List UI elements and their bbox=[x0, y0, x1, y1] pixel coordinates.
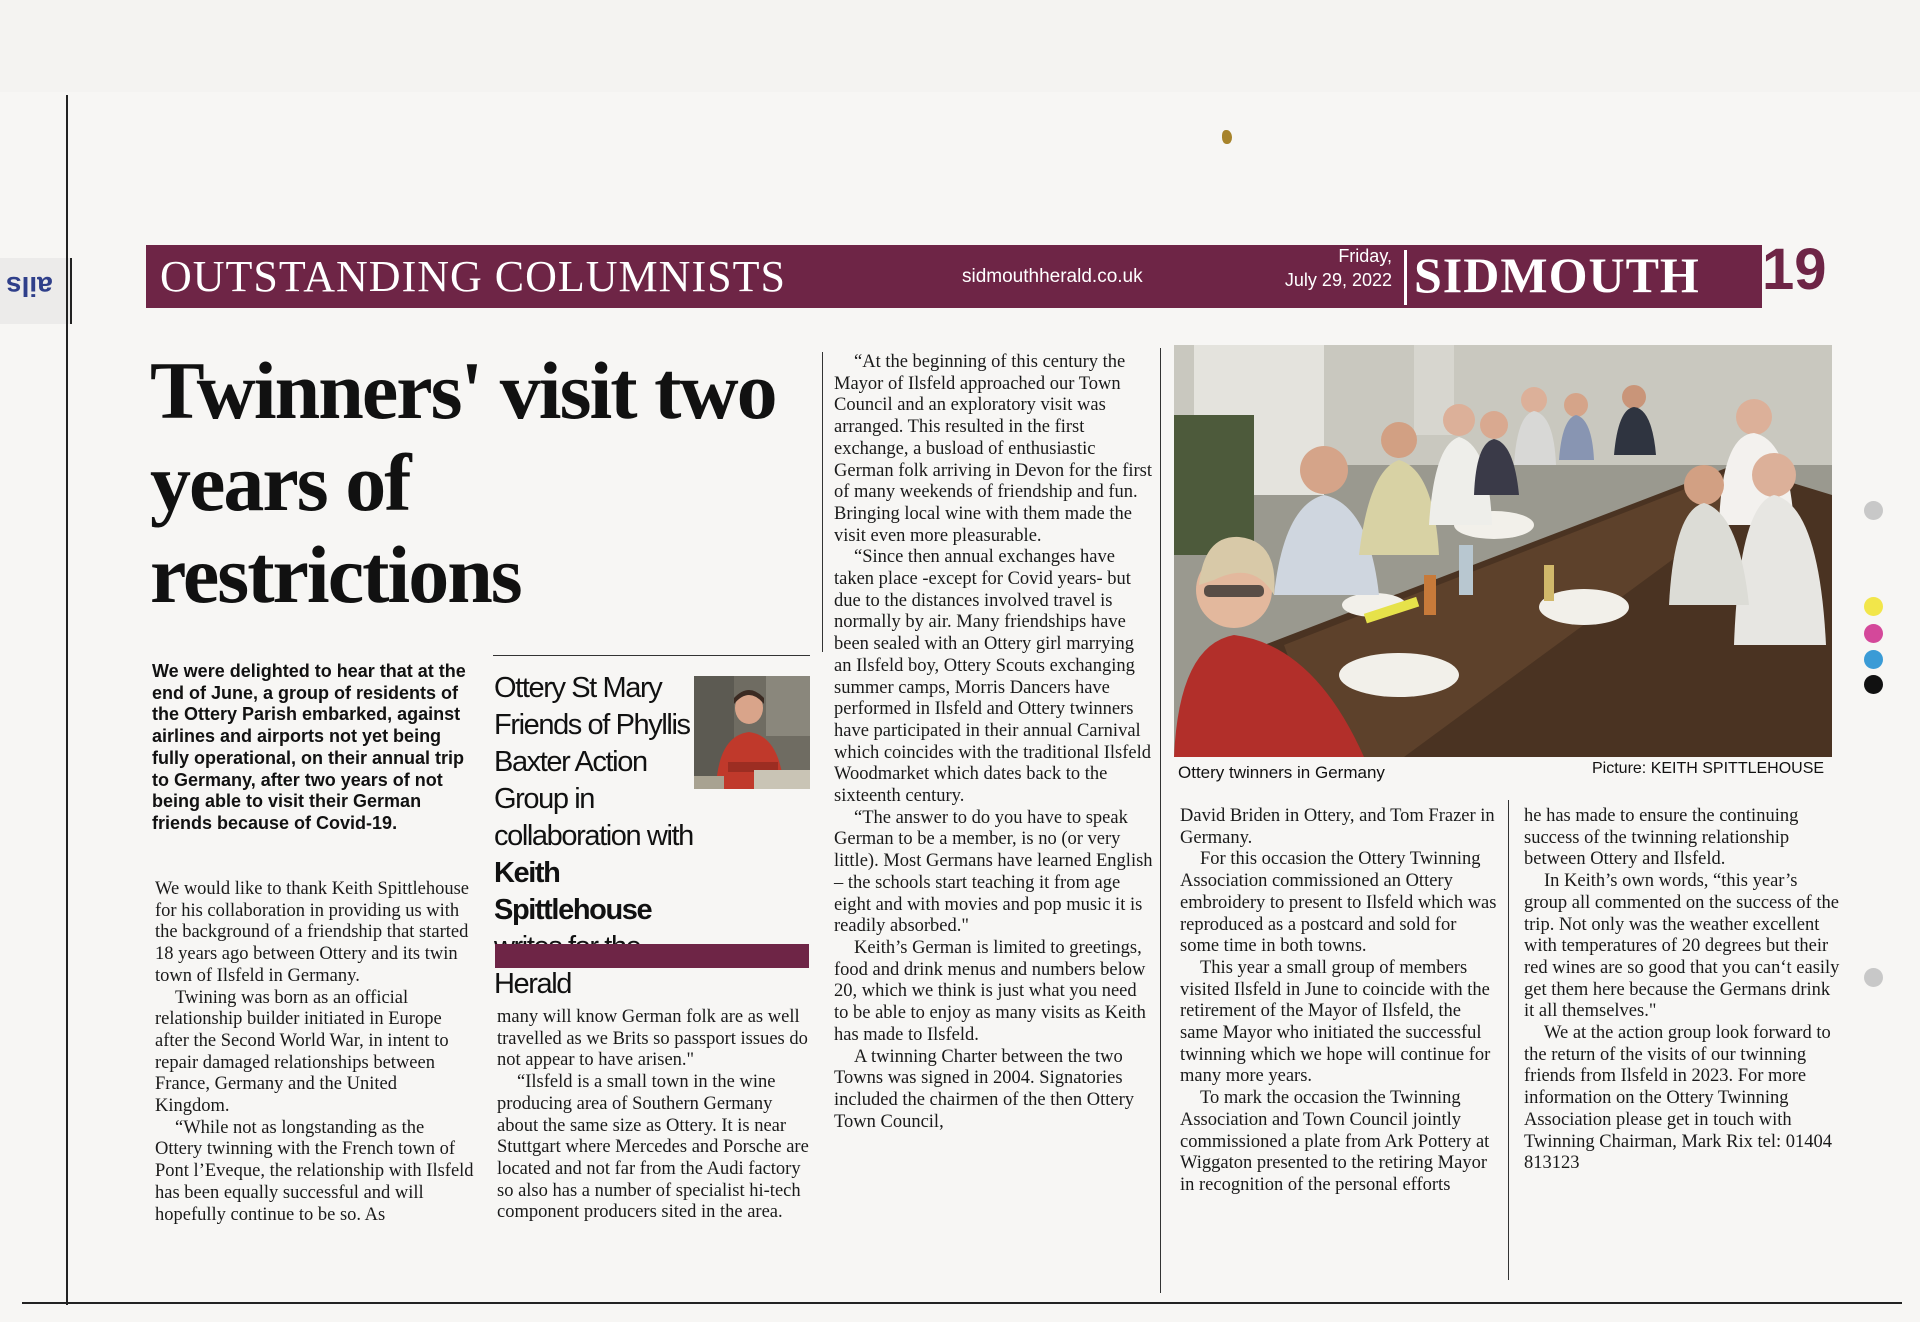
article-column-4 bbox=[1180, 806, 1500, 1197]
scan-background-top bbox=[0, 0, 1920, 92]
columnist-portrait bbox=[694, 676, 810, 789]
print-mark-dot bbox=[1864, 501, 1883, 520]
paragraph: Keith’s German is limited to greetings, food and drink menus and numbers below 20, which we think is just what you need to be able to enjoy as many visits as Keith has made to Ilsfeld. bbox=[834, 937, 1146, 1045]
paragraph: To mark the occasion the Twinning Association and Town Council jointly commissioned a plate from Ark Pottery at Wiggaton presented to the retiring Mayor in recognition of the personal efforts bbox=[1180, 1088, 1490, 1195]
paragraph: he has made to ensure the continuing success of the twinning relationship between Ottery and Ilsfeld. bbox=[1524, 806, 1799, 870]
column-rule bbox=[1508, 800, 1509, 1280]
byline-author: Keith Spittlehouse bbox=[494, 857, 652, 926]
column-rule bbox=[822, 352, 823, 652]
paragraph: David Briden in Ottery, and Tom Frazer in Germany. bbox=[1180, 806, 1495, 848]
paragraph: “Ilsfeld is a small town in the wine producing area of Southern Germany about the same size as Ottery. It is near Stuttgart where Mercedes and Porsche are located and not far from the Audi factory so also has a number of specialist hi-tech component producers sited in the area. bbox=[497, 1072, 809, 1223]
column-rule bbox=[1160, 348, 1161, 1293]
article-column-3 bbox=[834, 352, 1154, 1133]
article-column-5 bbox=[1524, 806, 1844, 1175]
paragraph: Twining was born as an official relationship builder initiated in Europe after the Second World War, in intent to repair damaged relationships between France, Germany and the United Kingdom. bbox=[155, 987, 449, 1117]
print-mark-dot bbox=[1864, 968, 1883, 987]
header-divider bbox=[1404, 250, 1407, 305]
scan-spot bbox=[1222, 130, 1232, 144]
group-photo bbox=[1174, 345, 1832, 757]
byline-color-bar bbox=[495, 944, 809, 968]
article-column-2 bbox=[497, 1007, 817, 1224]
print-mark-dot bbox=[1864, 650, 1883, 669]
page-number: 19 bbox=[1762, 237, 1827, 302]
group-photo-illustration bbox=[1174, 345, 1832, 757]
paragraph: A twinning Charter between the two Towns was signed in 2004. Signatories included the chairmen of the then Ottery Town Council, bbox=[834, 1046, 1135, 1132]
byline-tail: Herald bbox=[494, 968, 572, 1000]
paragraph: This year a small group of members visited Ilsfeld in June to coincide with the retirement of the Mayor of Ilsfeld, the same Mayor who initiated the successful twinning which we hope will continue for many more years. bbox=[1180, 957, 1491, 1087]
website-url: sidmouthherald.co.uk bbox=[962, 266, 1143, 287]
print-mark-dot bbox=[1864, 675, 1883, 694]
paragraph: many will know German folk are as well travelled as we Brits so passport issues do not appear to have arisen." bbox=[497, 1007, 808, 1071]
columnist-photo bbox=[694, 676, 810, 789]
masthead-town: SIDMOUTH bbox=[1414, 247, 1700, 303]
paragraph: We would like to thank Keith Spittlehouse for his collaboration in providing us with the background of a friendship that started 18 years ago between Ottery and its twin town of Ilsfeld in Germany. bbox=[155, 879, 469, 986]
paragraph: We at the action group look forward to the return of the visits of our twinning friends from Ilsfeld in 2023. For more information on the Ottery Twinning Association please get in touch with Twinning Chairman, Mark Rix tel: 01404 813123 bbox=[1524, 1023, 1833, 1174]
paragraph: For this occasion the Ottery Twinning Association commissioned an Ottery embroidery to present to Ilsfeld which was reproduced as a postcard and sold for some time in both towns. bbox=[1180, 849, 1497, 957]
article-headline: Twinners' visit two years of restrictions bbox=[150, 345, 776, 620]
previous-page-fragment: ails bbox=[6, 271, 53, 302]
paragraph: “While not as longstanding as the Ottery twinning with the French town of Pont l’Eveque, the relationship with Ilsfeld has been equally successful and will hopefully continue to be so. As bbox=[155, 1117, 474, 1225]
paragraph: In Keith’s own words, “this year’s group all commented on the success of the trip. Not only was the weather excellent with temperatures of 20 degrees but their red wines are so good that you can‘t easily get them here because the Germans drink it all themselves." bbox=[1524, 871, 1840, 1022]
photo-credit: Picture: KEITH SPITTLEHOUSE bbox=[1592, 760, 1825, 777]
page-edge-line bbox=[66, 95, 68, 1305]
page-bottom-line bbox=[22, 1302, 1902, 1304]
article-column-1 bbox=[155, 879, 475, 1226]
print-mark-dot bbox=[1864, 597, 1883, 616]
article-standfirst: We were delighted to hear that at the end of June, a group of residents of the Ottery Parish embarked, against airlines and airports not yet being fully operational, on their annual trip to Germany, after two years of not being able to visit their German friends because of Covid-19. bbox=[152, 661, 466, 833]
issue-day: Friday, bbox=[1338, 246, 1392, 266]
paragraph: “The answer to do you have to speak German to be a member, is no (or very little). Most Germans have learned English – the schools start teaching it from age eight and with movies and pop music it is readily absorbed." bbox=[834, 807, 1153, 937]
paragraph: “Since then annual exchanges have taken place -except for Covid years- but due to the distances involved travel is normally by air. Many friendships have been sealed with an Ottery girl marrying an Ilsfeld boy, Ottery Scouts exchanging summer camps, Morris Dancers have performed in Ilsfeld and Ottery twinners have participated in their annual Carnival which coincides with the traditional Ilsfeld Woodmarket which dates back to the sixteenth century. bbox=[834, 547, 1151, 807]
issue-date: July 29, 2022 bbox=[1284, 270, 1392, 290]
byline-rule bbox=[493, 655, 810, 656]
paragraph: “At the beginning of this century the Mayor of Ilsfeld approached our Town Council and an exploratory visit was arranged. This resulted in the first exchange, a busload of enthusiastic German folk arriving in Devon for the first of many weekends of friendship and fun. Bringing local wine with them made the visit even more pleasurable. bbox=[834, 352, 1153, 546]
section-title: OUTSTANDING COLUMNISTS bbox=[160, 252, 786, 301]
byline-text: Ottery St Mary Friends of Phyllis Baxter Action Group in collaboration with bbox=[494, 672, 693, 852]
photo-caption: Ottery twinners in Germany bbox=[1178, 763, 1385, 782]
print-mark-dot bbox=[1864, 624, 1883, 643]
